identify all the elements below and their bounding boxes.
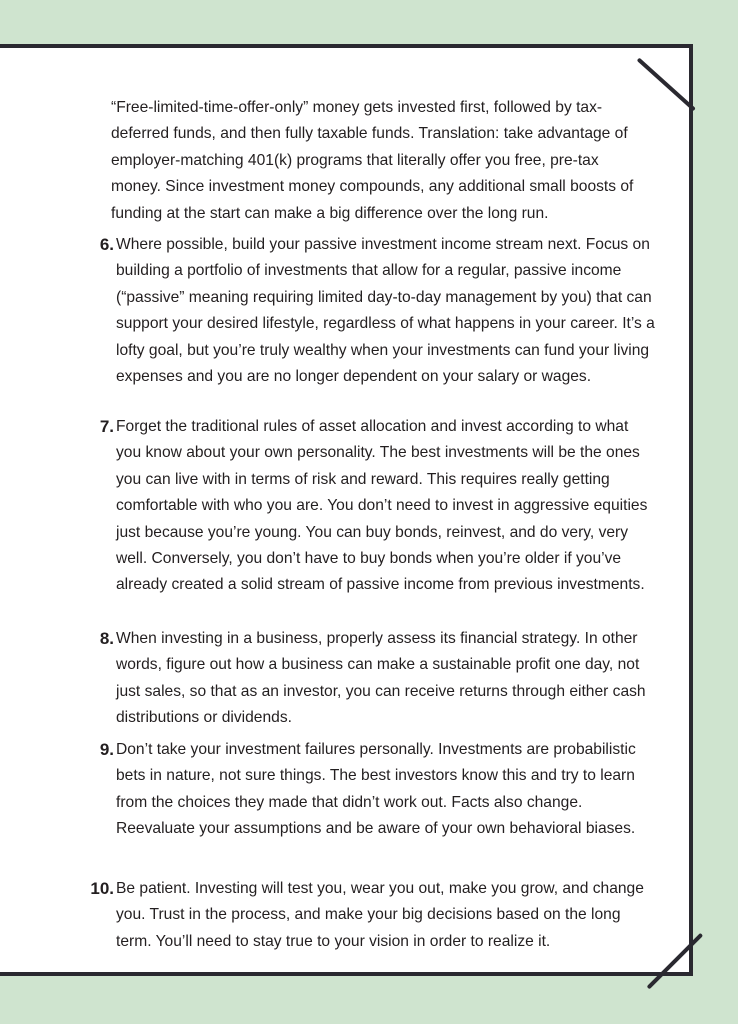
list-item-text: Don’t take your investment failures personally. Investments are probabilistic bets in nature, not sure things. The best investors know this and try to learn from the choices they made that didn’t work out. Facts also change. Reevaluate your assumptions and be aware of your own behavioral biases. xyxy=(116,741,636,838)
list-item-number: 7. xyxy=(99,417,114,436)
list-item-number: 10. xyxy=(90,879,114,898)
list-item-number: 9. xyxy=(99,740,114,759)
list-item-number: 8. xyxy=(99,629,114,648)
list-item-number: 6. xyxy=(99,235,114,254)
list-item-text: Where possible, build your passive investment income stream next. Focus on building a portfolio of investments that allow for a regular, passive income (“passive” meaning requiring limited day-to-day management by you) that can support your desired lifestyle, regardless of what happens in your career. It’s a lofty goal, but you’re truly wealthy when your investments can fund your living expenses and you are no longer dependent on your salary or wages. xyxy=(116,236,655,386)
intro-paragraph: “Free-limited-time-offer-only” money gets invested first, followed by tax-deferred funds, and then fully taxable funds. Translation: take advantage of employer-matching 401(k) programs that literally offer you free, pre-tax money. Since investment money compounds, any additional small boosts of funding at the start can make a big difference over the long run. xyxy=(111,99,634,222)
list-item-text: When investing in a business, properly assess its financial strategy. In other words, figure out how a business can make a sustainable profit one day, not just sales, so that as an investor, you can receive returns through either cash distributions or dividends. xyxy=(116,630,646,727)
list-item-text: Be patient. Investing will test you, wear you out, make you grow, and change you. Trust in the process, and make your big decisions based on the long term. You’ll need to stay true to your vision in order to realize it. xyxy=(116,880,644,950)
list-item-text: Forget the traditional rules of asset allocation and invest according to what you know about your own personality. The best investments will be the ones you can live with in terms of risk and reward. This requires really getting comfortable with who you are. You don’t need to invest in aggressive equities just because you’re young. You can buy bonds, reinvest, and do very, very well. Conversely, you don’t have to buy bonds when you’re older if you’ve already created a solid stream of passive income from previous investments. xyxy=(116,418,648,594)
